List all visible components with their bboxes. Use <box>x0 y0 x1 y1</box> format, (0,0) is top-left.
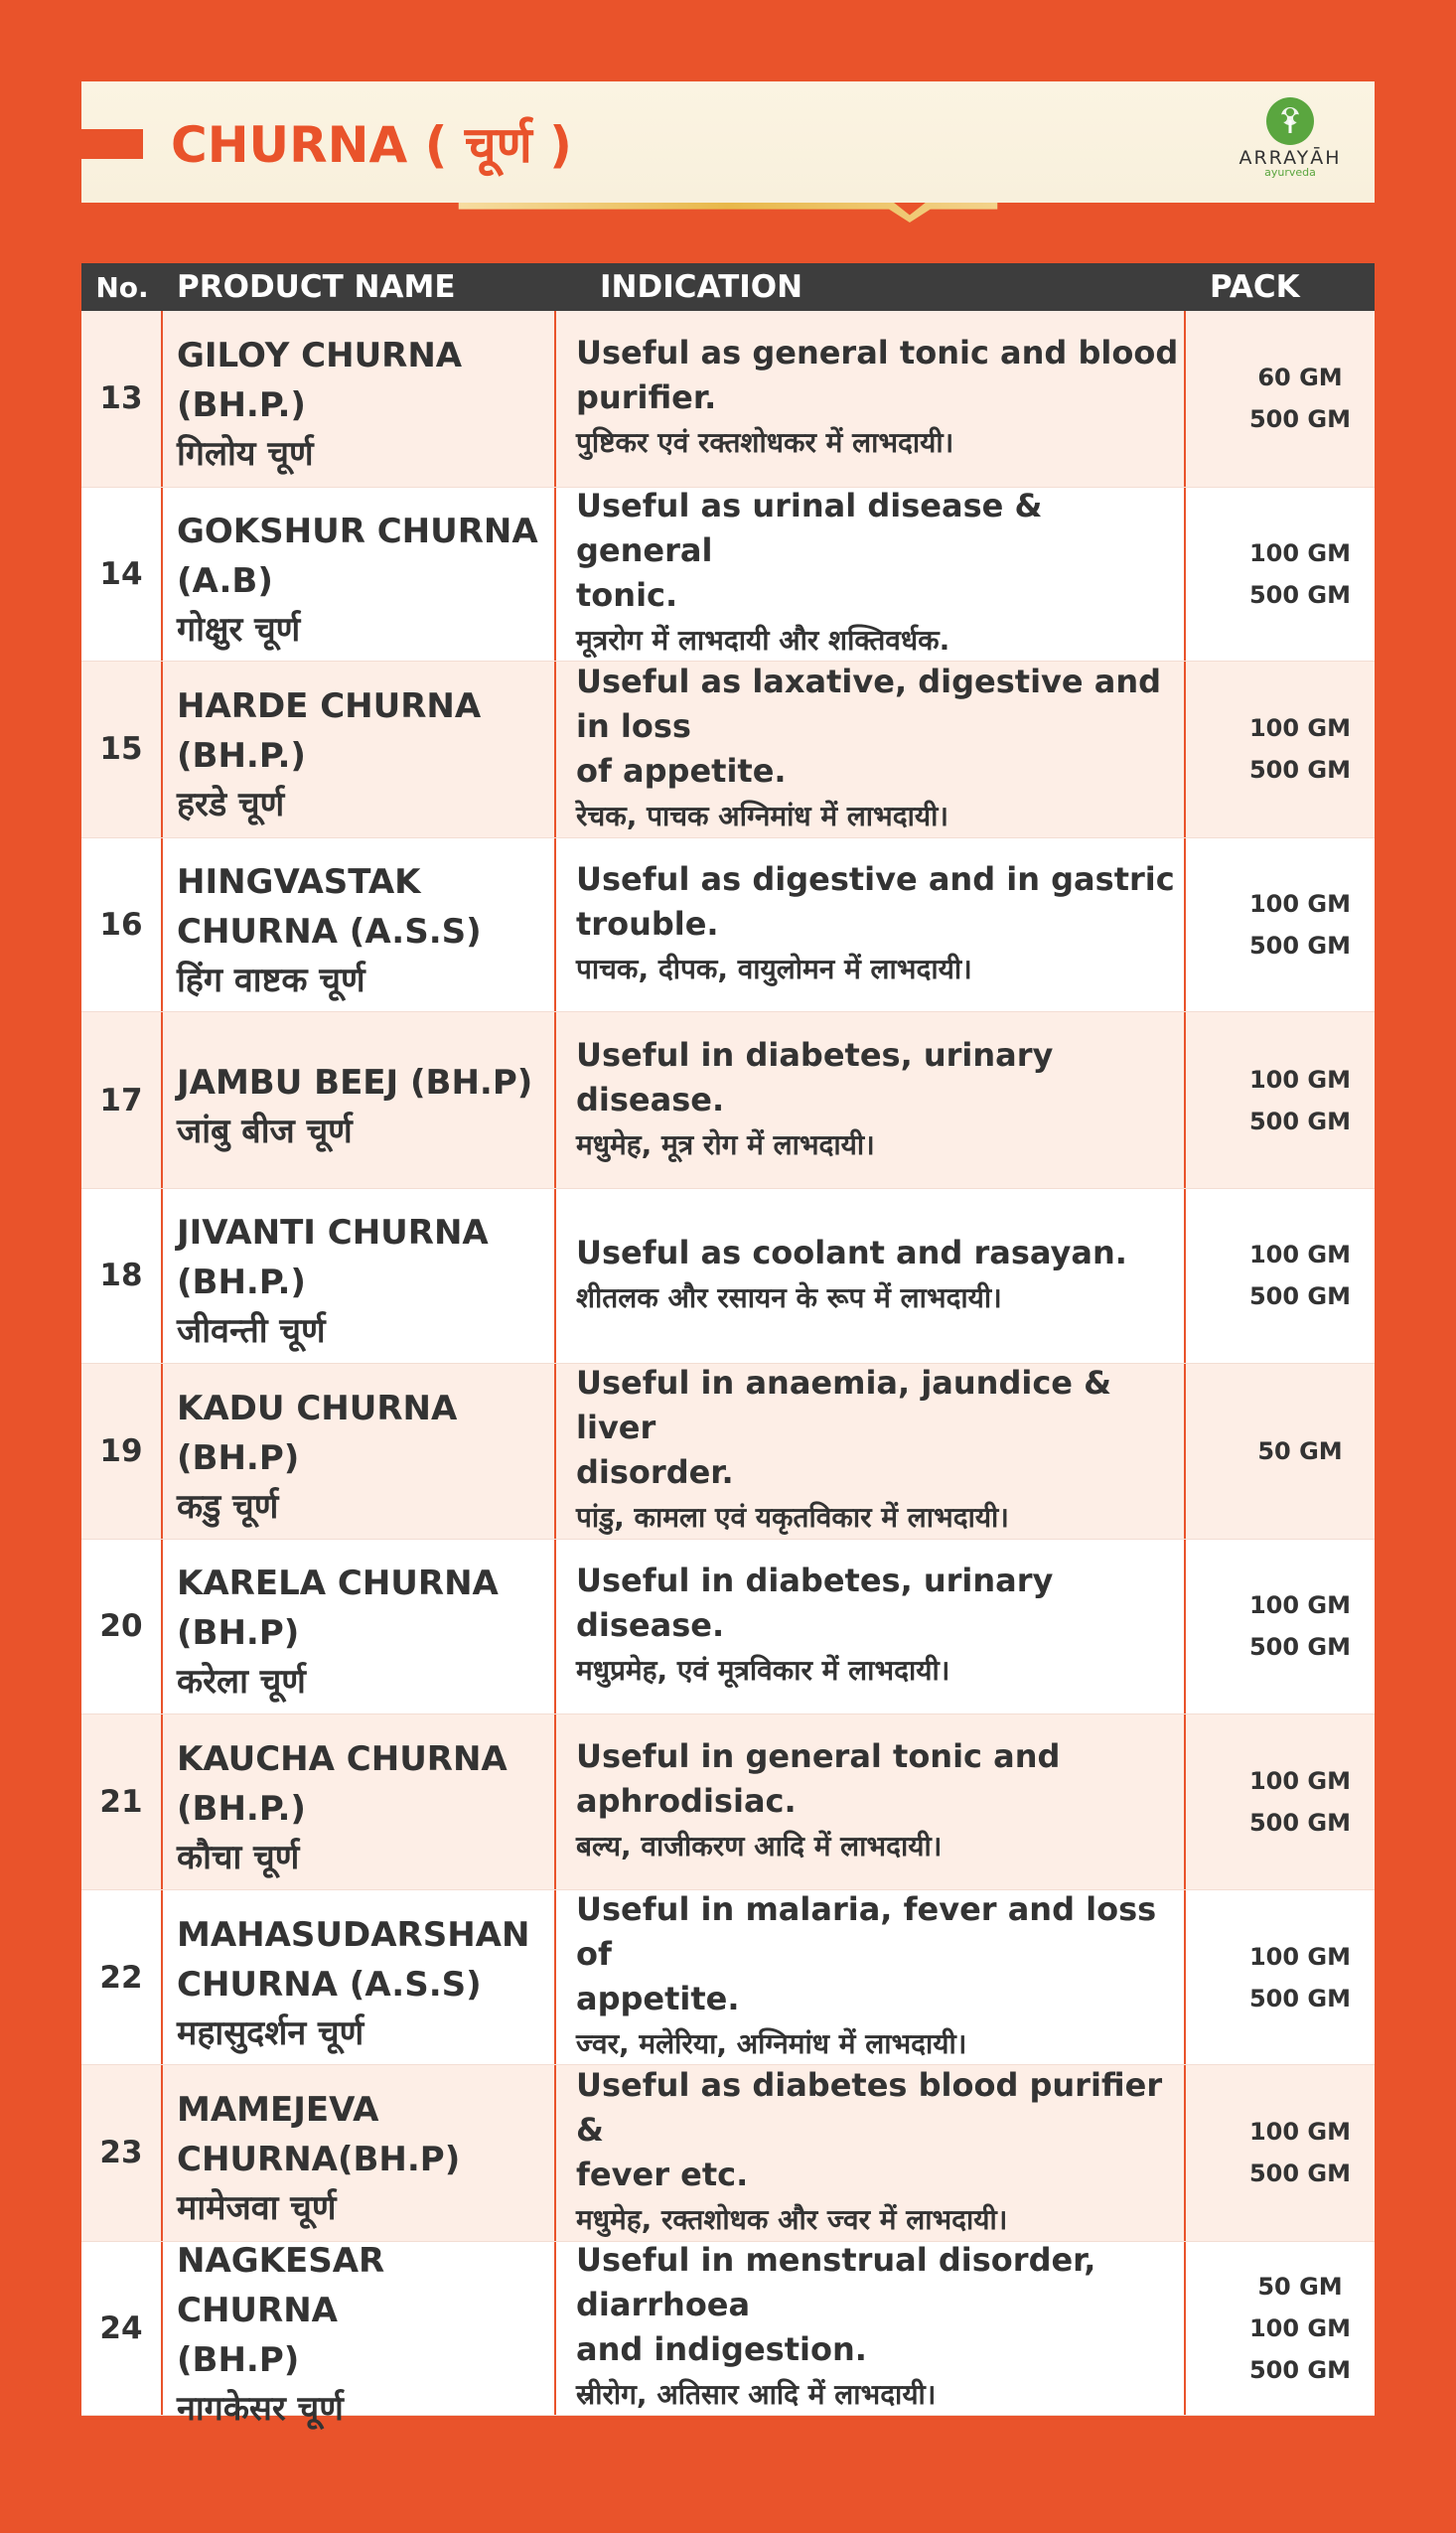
table-row <box>81 837 1375 1013</box>
product-name-en: GILOY CHURNA (BH.P.) <box>177 336 463 426</box>
pack-size: 100 GM <box>1248 1767 1352 1796</box>
table-row <box>81 1714 1375 1890</box>
table-row <box>81 1889 1375 2065</box>
pack-cell <box>1186 1364 1375 1540</box>
row-number: 21 <box>81 1714 163 1890</box>
table-header <box>81 263 1375 311</box>
product-name-cell <box>163 1189 556 1363</box>
product-name-hi: जीवन्ती चूर्ण <box>177 1311 326 1352</box>
product-name-hi: कौचा चूर्ण <box>177 1838 300 1878</box>
indication-en: appetite. <box>576 1980 740 2018</box>
pack-size: 60 GM <box>1257 364 1343 392</box>
product-name-en: (A.B) <box>177 560 273 601</box>
indication-hi: रेचक, पाचक अग्निमांध में लाभदायी। <box>576 799 948 832</box>
row-number: 20 <box>81 1540 163 1714</box>
indication-en: Useful in malaria, fever and loss of <box>576 1890 1157 1974</box>
pack-cell <box>1186 662 1375 837</box>
pack-size: 500 GM <box>1248 2355 1352 2384</box>
pack-cell <box>1186 1189 1375 1363</box>
indication-cell <box>556 1189 1186 1363</box>
pack-size: 500 GM <box>1248 932 1352 961</box>
indication-en: fever etc. <box>576 2155 749 2193</box>
product-name-cell <box>163 662 556 837</box>
product-name-en: (BH.P) <box>177 2339 300 2380</box>
indication-hi: ज्वर, मलेरिया, अग्निमांध में लाभदायी। <box>576 2027 967 2061</box>
indication-en: Useful as urinal disease & general <box>576 487 1043 570</box>
product-name-hi: हरडे चूर्ण <box>177 785 285 825</box>
indication-cell <box>556 2242 1186 2416</box>
indication-hi: शीतलक और रसायन के रूप में लाभदायी। <box>576 1280 1002 1314</box>
pack-cell <box>1186 1890 1375 2064</box>
page-title: CHURNA ( चूर्ण ) <box>171 116 573 174</box>
product-name-en: GOKSHUR CHURNA <box>177 511 538 551</box>
pack-cell <box>1186 1714 1375 1890</box>
table-row <box>81 311 1375 487</box>
product-name-hi: नागकेसर चूर्ण <box>177 2388 344 2429</box>
indication-en: purifier. <box>576 378 717 417</box>
table-row <box>81 2240 1375 2429</box>
pack-size: 100 GM <box>1248 1065 1352 1094</box>
indication-en: disorder. <box>576 1453 734 1492</box>
indication-cell <box>556 662 1186 837</box>
product-name-en: (BH.P) <box>177 1437 300 1478</box>
pack-size: 500 GM <box>1248 756 1352 785</box>
product-name-hi: कडु चूर्ण <box>177 1486 279 1527</box>
product-name-en: (BH.P) <box>177 1613 300 1654</box>
pack-cell <box>1186 1012 1375 1188</box>
indication-cell <box>556 2065 1186 2241</box>
product-name-en: KADU CHURNA <box>177 1388 458 1428</box>
indication-hi: पुष्टिकर एवं रक्तशोधकर में लाभदायी। <box>576 426 954 460</box>
indication-cell <box>556 1012 1186 1188</box>
pack-size: 500 GM <box>1248 1984 1352 2012</box>
pack-cell <box>1186 1540 1375 1714</box>
indication-en: and indigestion. <box>576 2330 867 2369</box>
indication-cell <box>556 1364 1186 1540</box>
pack-cell <box>1186 311 1375 487</box>
indication-en: Useful in diabetes, urinary disease. <box>576 1562 1054 1645</box>
product-name-cell <box>163 2065 556 2241</box>
product-name-en: CHURNA (A.S.S) <box>177 1964 482 2005</box>
product-name-en: CHURNA (A.S.S) <box>177 912 482 953</box>
table-row <box>81 1364 1375 1540</box>
product-name-hi: करेला चूर्ण <box>177 1662 306 1703</box>
product-name-hi: गोक्षुर चूर्ण <box>177 609 301 650</box>
product-name-cell <box>163 1714 556 1890</box>
indication-hi: मधुमेह, मूत्र रोग में लाभदायी। <box>576 1127 875 1161</box>
pack-cell <box>1186 2242 1375 2416</box>
product-name-cell <box>163 1890 556 2064</box>
indication-hi: पांडु, कामला एवं यकृतविकार में लाभदायी। <box>576 1501 1009 1535</box>
indication-en: Useful in menstrual disorder, diarrhoea <box>576 2241 1096 2324</box>
pack-size: 500 GM <box>1248 2160 1352 2188</box>
product-name-en: KARELA CHURNA <box>177 1564 499 1604</box>
table-row <box>81 487 1375 663</box>
indication-en: Useful as digestive and in gastric <box>576 860 1175 899</box>
table-row <box>81 2065 1375 2241</box>
product-name-en: HINGVASTAK <box>177 862 421 903</box>
pack-size: 500 GM <box>1248 580 1352 609</box>
indication-en: Useful in anaemia, jaundice & liver <box>576 1364 1112 1447</box>
product-name-cell <box>163 488 556 662</box>
product-name-en: JIVANTI CHURNA <box>177 1213 489 1254</box>
col-indication: INDICATION <box>600 269 803 305</box>
indication-cell <box>556 311 1186 487</box>
pack-size: 500 GM <box>1248 1107 1352 1135</box>
pack-size: 50 GM <box>1257 2272 1343 2301</box>
row-number: 24 <box>81 2242 163 2416</box>
row-number: 13 <box>81 311 163 487</box>
product-name-en: (BH.P.) <box>177 736 306 777</box>
indication-en: Useful as general tonic and blood <box>576 334 1179 372</box>
product-name-hi: गिलोय चूर्ण <box>177 434 314 475</box>
indication-hi: मूत्ररोग में लाभदायी और शक्तिवर्धक. <box>576 624 950 658</box>
row-number: 14 <box>81 488 163 662</box>
pack-size: 100 GM <box>1248 538 1352 567</box>
pack-cell <box>1186 488 1375 662</box>
pack-size: 500 GM <box>1248 1633 1352 1662</box>
row-number: 23 <box>81 2065 163 2241</box>
row-number: 16 <box>81 838 163 1012</box>
row-number: 17 <box>81 1012 163 1188</box>
table-body <box>81 311 1375 2429</box>
product-name-hi: जांबु बीज चूर्ण <box>177 1111 353 1151</box>
indication-cell <box>556 1714 1186 1890</box>
indication-cell <box>556 838 1186 1012</box>
indication-en: trouble. <box>576 905 719 944</box>
indication-hi: बल्य, वाजीकरण आदि में लाभदायी। <box>576 1830 943 1863</box>
brand-logo <box>1226 97 1355 187</box>
indication-hi: पाचक, दीपक, वायुलोमन में लाभदायी। <box>576 953 972 986</box>
indication-cell <box>556 1540 1186 1714</box>
brand-sub: ayurveda <box>1264 166 1316 179</box>
col-no: No. <box>95 270 149 304</box>
pack-size: 500 GM <box>1248 1809 1352 1838</box>
tree-icon <box>1266 97 1314 145</box>
indication-cell <box>556 488 1186 662</box>
indication-en: tonic. <box>576 576 678 615</box>
product-name-hi: महासुदर्शन चूर्ण <box>177 2012 364 2053</box>
product-name-en: MAMEJEVA <box>177 2090 379 2131</box>
pack-size: 50 GM <box>1257 1436 1343 1465</box>
table-row <box>81 1539 1375 1714</box>
product-name-en: (BH.P.) <box>177 1789 306 1830</box>
indication-hi: मधुप्रमेह, एवं मूत्रविकार में लाभदायी। <box>576 1654 950 1688</box>
product-name-hi: हिंग वाष्टक चूर्ण <box>177 961 365 1001</box>
indication-hi: स्रीरोग, अतिसार आदि में लाभदायी। <box>576 2378 937 2412</box>
table-row <box>81 1012 1375 1188</box>
col-pack: PACK <box>1210 269 1300 305</box>
row-number: 19 <box>81 1364 163 1540</box>
product-name-en: CHURNA(BH.P) <box>177 2140 461 2180</box>
indication-en: Useful in general tonic and aphrodisiac. <box>576 1737 1061 1821</box>
product-name-cell <box>163 311 556 487</box>
indication-en: Useful as diabetes blood purifier & <box>576 2065 1163 2149</box>
product-name-cell <box>163 1012 556 1188</box>
row-number: 22 <box>81 1890 163 2064</box>
indication-en: Useful in diabetes, urinary disease. <box>576 1035 1054 1118</box>
pack-size: 100 GM <box>1248 2118 1352 2147</box>
pack-size: 100 GM <box>1248 1942 1352 1971</box>
pack-size: 100 GM <box>1248 890 1352 919</box>
table-row <box>81 662 1375 837</box>
product-name-cell <box>163 1540 556 1714</box>
table-row <box>81 1188 1375 1364</box>
product-name-cell <box>163 838 556 1012</box>
header-gold-stripe <box>81 203 1375 223</box>
pack-size: 100 GM <box>1248 1591 1352 1620</box>
product-name-en: (BH.P.) <box>177 1263 306 1303</box>
product-name-en: HARDE CHURNA <box>177 686 482 727</box>
indication-en: Useful as laxative, digestive and in loss <box>576 662 1162 745</box>
product-name-en: KAUCHA CHURNA <box>177 1739 508 1780</box>
product-name-hi: मामेजवा चूर्ण <box>177 2188 337 2229</box>
title-accent-bar <box>81 129 143 159</box>
indication-en: of appetite. <box>576 751 787 790</box>
indication-cell <box>556 1890 1186 2064</box>
pack-cell <box>1186 2065 1375 2241</box>
product-name-en: NAGKESAR CHURNA <box>177 2240 385 2330</box>
indication-hi: मधुमेह, रक्तशोधक और ज्वर में लाभदायी। <box>576 2202 1008 2236</box>
pack-size: 100 GM <box>1248 1241 1352 1269</box>
row-number: 15 <box>81 662 163 837</box>
row-number: 18 <box>81 1189 163 1363</box>
pack-size: 500 GM <box>1248 405 1352 434</box>
product-name-en: MAHASUDARSHAN <box>177 1914 530 1955</box>
pack-size: 100 GM <box>1248 2313 1352 2342</box>
product-name-en: JAMBU BEEJ (BH.P) <box>177 1062 533 1103</box>
col-product-name: PRODUCT NAME <box>177 269 456 305</box>
product-table <box>81 263 1375 2429</box>
pack-cell <box>1186 838 1375 1012</box>
pack-size: 100 GM <box>1248 714 1352 743</box>
product-name-cell <box>163 2240 556 2429</box>
pack-size: 500 GM <box>1248 1282 1352 1311</box>
product-name-cell <box>163 1364 556 1540</box>
indication-en: Useful as coolant and rasayan. <box>576 1233 1127 1271</box>
brand-name: ARRAYĀH <box>1238 147 1342 169</box>
